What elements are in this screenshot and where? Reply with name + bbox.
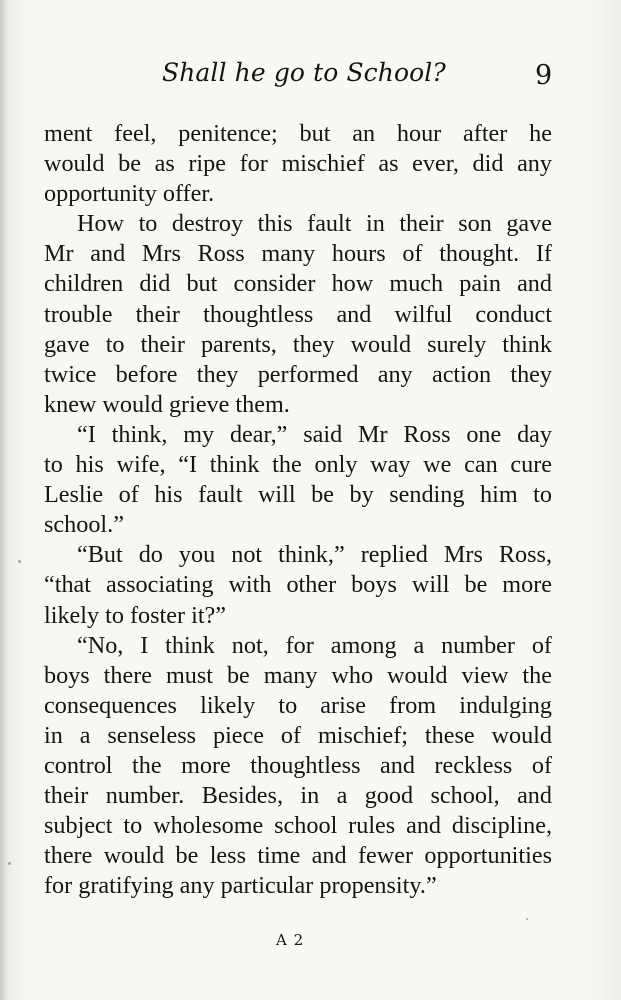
paragraph-start-line: “No, I think not, for among a number of [77,631,552,659]
page-edge-shadow [0,0,8,1000]
text-line: for gratifying any particular propensity.” [44,872,437,900]
text-line: opportunity offer. [44,180,215,208]
paper-speck [8,862,11,865]
paper-speck [18,560,21,563]
text-line: their number. Besides, in a good school, and [44,782,552,810]
text-line: likely to foster it?” [44,601,227,629]
text-line: school.” [44,511,124,539]
text-line: ment feel, penitence; but an hour after he [44,120,552,147]
page-number: 9 [535,60,553,91]
text-line: to his wife, “I think the only way we can cure [44,451,552,479]
text-line: control the more thoughtless and reckless of [44,751,552,779]
text-line: subject to wholesome school rules and discipline, [44,812,552,840]
text-line: boys there must be many who would view the [44,661,552,689]
signature-mark: A 2 [276,931,305,949]
text-line: knew would grieve them. [44,390,290,418]
text-line: in a senseless piece of mischief; these would [44,721,552,749]
text-line: “that associating with other boys will be more [44,571,552,599]
running-head-title: Shall he go to School? [162,58,446,87]
body-text [44,119,552,901]
text-line: gave to their parents, they would surely think [44,330,552,358]
paragraph-start-line: “But do you not think,” replied Mrs Ross, [77,541,552,569]
text-line: consequences likely to arise from indulging [44,691,552,719]
paragraph-start-line: “I think, my dear,” said Mr Ross one day [77,420,552,448]
text-line: Leslie of his fault will be by sending him to [44,481,552,509]
text-line: would be as ripe for mischief as ever, did any [44,150,552,178]
text-line: Mr and Mrs Ross many hours of thought. If [44,240,552,268]
text-line: children did but consider how much pain and [44,270,552,298]
text-line: trouble their thoughtless and wilful conduct [44,300,552,328]
paragraph-start-line: How to destroy this fault in their son gave [77,210,552,238]
text-line: twice before they performed any action they [44,360,552,388]
paper-speck [526,918,528,920]
text-line: there would be less time and fewer opportunities [44,842,552,870]
